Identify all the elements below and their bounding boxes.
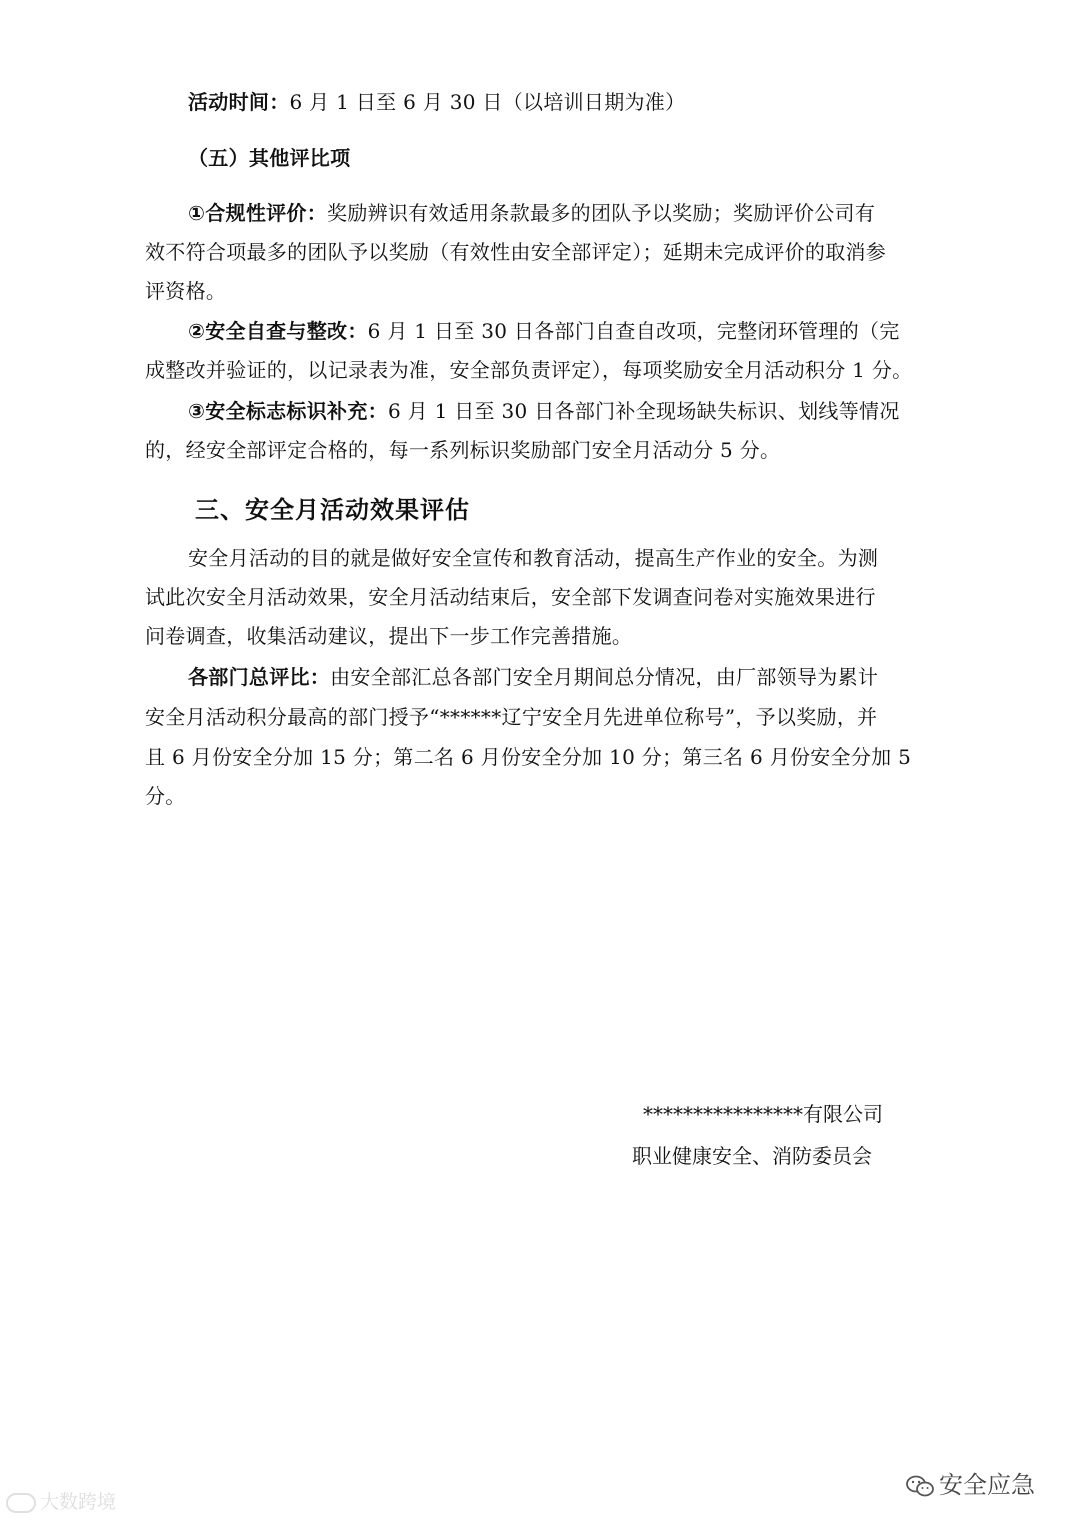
item3-text1: 6 月 1 日至 30 日各部门补全现场缺失标识、划线等情况	[387, 399, 900, 423]
item1-text1: 奖励辨识有效适用条款最多的团队予以奖励；奖励评价公司有	[327, 201, 876, 225]
para2-text1: 由安全部汇总各部门安全月期间总分情况，由厂部领导为累计	[330, 665, 879, 689]
para1-line1: 安全月活动的目的就是做好安全宣传和教育活动，提高生产作业的安全。为测	[188, 546, 879, 570]
activity-time-label: 活动时间：	[188, 90, 290, 114]
subsection-heading-5: （五）其他评比项	[188, 146, 351, 170]
item3-label: ③安全标志标识补充：	[188, 399, 388, 423]
item1-line1	[188, 203, 875, 223]
para2-label: 各部门总评比：	[188, 665, 331, 689]
signature-company: ****************有限公司	[643, 1102, 883, 1126]
para1-line3: 问卷调查，收集活动建议，提出下一步工作完善措施。	[145, 624, 633, 648]
activity-time-text: 6 月 1 日至 6 月 30 日（以培训日期为准）	[289, 90, 686, 114]
para2-line1	[188, 667, 878, 687]
watermark-logo-icon	[6, 1493, 36, 1513]
section-heading-3: 三、安全月活动效果评估	[195, 496, 470, 524]
watermark-right-text: 安全应急	[939, 1471, 1035, 1499]
watermark-left	[6, 1487, 116, 1514]
para1-line2: 试此次安全月活动效果，安全月活动结束后，安全部下发调查问卷对实施效果进行	[145, 585, 876, 609]
item1-line3: 评资格。	[145, 279, 227, 303]
para2-line2: 安全月活动积分最高的部门授予“******辽宁安全月先进单位称号”，予以奖励，并	[145, 705, 878, 729]
para2-line4: 分。	[145, 784, 186, 808]
item1-line2: 效不符合项最多的团队予以奖励（有效性由安全部评定）；延期未完成评价的取消参	[145, 240, 887, 264]
wechat-icon	[905, 1474, 935, 1498]
item3-line1	[188, 401, 900, 421]
para2-line3: 且 6 月份安全分加 15 分；第二名 6 月份安全分加 10 分；第三名 6 月份安全分加 5	[145, 745, 912, 769]
signature-committee: 职业健康安全、消防委员会	[632, 1144, 872, 1168]
item2-line2: 成整改并验证的，以记录表为准，安全部负责评定），每项奖励安全月活动积分 1 分。	[145, 358, 913, 382]
activity-time-line	[188, 92, 685, 112]
item3-line2: 的，经安全部评定合格的，每一系列标识奖励部门安全月活动分 5 分。	[145, 438, 781, 462]
item2-line1	[188, 321, 900, 341]
item2-text1: 6 月 1 日至 30 日各部门自查自改项，完整闭环管理的（完	[367, 319, 900, 343]
watermark-right	[905, 1465, 1035, 1500]
watermark-left-text: 大数跨境	[40, 1491, 117, 1513]
item2-label: ②安全自查与整改：	[188, 319, 368, 343]
item1-label: ①合规性评价：	[188, 201, 328, 225]
